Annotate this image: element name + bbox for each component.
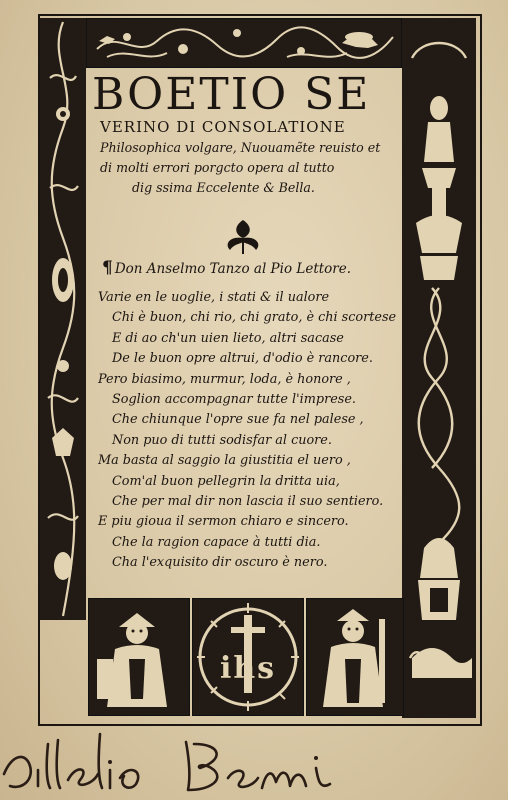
left-woodcut-border: [40, 18, 86, 620]
description-line: di molti errori porgcto opera al tutto: [100, 160, 335, 175]
handwritten-signature: [0, 724, 508, 800]
top-woodcut-border: [86, 18, 402, 68]
verse-line: Soglion accompagnar tutte l'imprese.: [112, 392, 356, 408]
ihs-monogram-woodcut: [192, 598, 304, 716]
book-title: BOETIO SE: [92, 69, 371, 120]
description-line: Philosophica volgare, Nuouamẽte reuisto et: [100, 140, 381, 155]
ihs-monogram-text: ihs: [219, 651, 277, 686]
preface-heading-text: Don Anselmo Tanzo al Pio Lettore.: [114, 261, 352, 277]
right-woodcut-border: [402, 18, 476, 718]
verse-line: Non puo di tutti sodisfar al cuore.: [112, 432, 332, 448]
verse-line: Che per mal dir non lascia il suo sentiero.: [112, 494, 384, 510]
verse-line: Com'al buon pellegrin la dritta uia,: [112, 473, 340, 489]
verse-line: E piu gioua il sermon chiaro e sincero.: [98, 514, 349, 530]
bottom-woodcut-panels: [88, 598, 404, 716]
verse-line: Cha l'exquisito dir oscuro è nero.: [112, 555, 328, 571]
fleuron-ornament: [220, 216, 266, 256]
verse-line: Chi è buon, chi rio, chi grato, è chi scortese: [112, 310, 397, 326]
pilcrow-icon: ¶: [102, 258, 113, 278]
verse-line: Varie en le uoglie, i stati & il ualore: [98, 290, 330, 305]
verse-line: Che chiunque l'opre sue fa nel palese ,: [112, 412, 364, 428]
verse-line: Pero biasimo, murmur, loda, è honore ,: [98, 371, 351, 387]
verse-line: Che la ragion capace à tutti dia.: [112, 534, 321, 550]
right-figure-woodcut: [306, 598, 404, 716]
title-page-text: [88, 68, 402, 600]
sonnet-verse: [98, 288, 398, 574]
verse-line: De le buon opre altrui, d'odio è rancore.: [112, 351, 373, 367]
verse-line: E di ao ch'un uien lieto, altri sacase: [112, 330, 344, 346]
preface-heading: [102, 258, 351, 278]
book-subtitle: VERINO DI CONSOLATIONE: [100, 118, 346, 136]
description-line: dig ssima Eccelente & Bella.: [132, 180, 315, 195]
verse-line: Ma basta al saggio la giustitia el uero ,: [98, 453, 351, 469]
left-figure-woodcut: [88, 598, 190, 716]
